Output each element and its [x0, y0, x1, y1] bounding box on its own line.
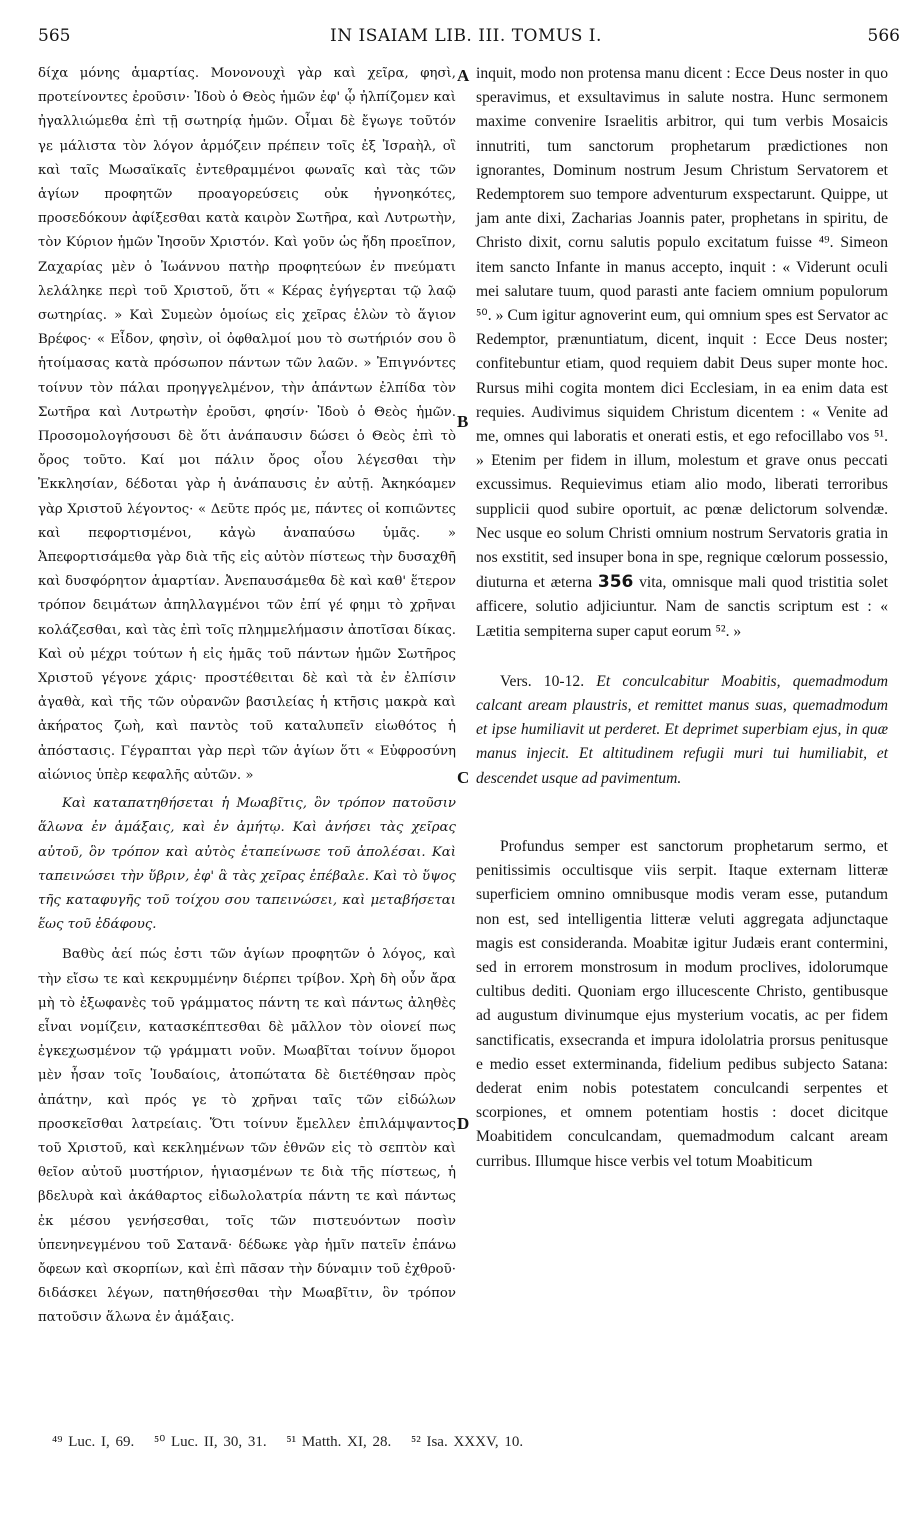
running-header — [0, 14, 924, 44]
verse-text: Et conculcabitur Moabitis, quemadmodum calcant aream plaustris, et remittet manus suas, quemadmodum et ipse humiliavit ut perderet. Et deprimet superbiam ejus, in quæ manus injecit. Et altitudinem refugii muri tui humiliabit, et descendet usque ad pavimentum. — [476, 672, 888, 787]
footnotes — [52, 1432, 892, 1451]
margin-marker-b: B — [457, 412, 469, 431]
margin-marker-d: D — [457, 1114, 470, 1133]
footnote-50: ⁵⁰ Luc. II, 30, 31. — [154, 1434, 267, 1450]
greek-column — [38, 62, 456, 1331]
latin-column — [476, 62, 888, 1174]
greek-paragraph-1: δίχα μόνης ἁμαρτίας. Μονονουχὶ γὰρ καὶ χεῖρα, φησὶ, προτείνοντες ἐροῦσιν· Ἰδοὺ ὁ Θεὸς ἡμῶν ἐφ' ᾧ ἠλπίζομεν καὶ ἠγαλλιώμεθα ἐπὶ τῇ σωτηρίᾳ ἡμῶν. Οἶμαι δὲ ἔγωγε τοῦτόν γε μάλιστα τὸν λόγον ἁρμόζειν πρέπειν τοῖς ἐξ Ἰσραὴλ, οἳ καὶ ταῖς Μωσαϊκαῖς ἐντεθραμμένοι φωναῖς καὶ τὰς τῶν ἁγίων προφητῶν προαγορεύσεις οὐκ ἠγνοηκότες, προσεδόκουν ἀφίξεσθαι κατὰ καιρὸν Σωτῆρα, καὶ Λυτρωτὴν, τὸν Κύριον ἡμῶν Ἰησοῦν Χριστόν. Καὶ γοῦν ὡς ἤδη προεῖπον, Ζαχαρίας μὲν ὁ Ἰωάννου πατὴρ προφητεύων ἐν πνεύματι λελάληκε περὶ τοῦ Χριστοῦ, ὅτι « Κέρας ἐγήγερται τῷ λαῷ σωτηρίας. » Καὶ Συμεὼν ὁμοίως εἰς χεῖρας ἑλὼν τὸ ἅγιον Βρέφος· « Εἶδον, φησὶν, οἱ ὀφθαλμοί μου τὸ σωτήριόν σου ὃ ἡτοίμασας κατὰ πρόσωπον πάντων τῶν λαῶν. » Ἐπιγνόντες τοίνυν τὸν πάλαι προηγγελμένον, τὴν ἁπάντων ἐλπίδα τὸν Σωτῆρα καὶ Λυτρωτὴν ἐροῦσι, φησίν· Ἰδοὺ ὁ Θεὸς ἡμῶν. Προσομολογήσουσι δὲ ὅτι ἀνάπαυσιν δώσει ὁ Θεὸς ἐπὶ τὸ ὄρος τοῦτο. Καί μοι πάλιν ὄρος οἶου λέγεσθαι τὴν Ἐκκλησίαν, δέδοται γὰρ ἡ ἀνάπαυσις ἐν αὐτῇ. Ἀκηκόαμεν γὰρ Χριστοῦ λέγοντος· « Δεῦτε πρός με, πάντες οἱ κοπιῶντες καὶ πεφορτισμένοι, κἀγὼ ἀναπαύσω ὑμᾶς. » Ἀπεφορτισάμεθα γὰρ διὰ τῆς εἰς αὐτὸν πίστεως τὴν δυσαχθῆ καὶ δυσφόρητον ἁμαρτίαν. Ἀνεπαυσάμεθα δὲ καὶ καθ' ἕτερον τρόπον δειμάτων ἀπηλλαγμένοι τῶν ἐπί γέ φημι τὸ χρῆναι κολάζεσθαι, καὶ τὰς ἐπὶ τοῖς πλημμελήμασιν ἀποτῖσαι δίκας. Καὶ οὐ μέχρι τούτων ἡ εἰς ἡμᾶς τοῦ πάντων ἡμῶν Σωτῆρος Χριστοῦ γέγονε χάρις· προστέθειται δὲ καὶ τὰ ἐν ἐλπίσιν ἀγαθὰ, καὶ τῆς τῶν οὐρανῶν βασιλείας ἡ κτῆσις μακρὰ καὶ ἀκήρατος ζωὴ, καὶ παντὸς τοῦ καταλυπεῖν εἰωθότος ἡ ἀπόστασις. Γέγραπται γὰρ περὶ τῶν ἁγίων ὅτι « Εὐφροσύνη αἰώνιος ὑπὲρ κεφαλῆς αὐτῶν. » — [38, 66, 456, 783]
footnote-49: ⁴⁹ Luc. I, 69. — [52, 1434, 135, 1450]
latin-paragraph-2: Profundus semper est sanctorum prophetarum sermo, et penitissimis occultisque viis serpit. Itaque externam litteræ superficiem omnino omnibusque modis veram esse, putandum non est, sed intelligentia litteræ veluti aggregata adjunctaque magis est consideranda. Moabitæ igitur Judæis erant contermini, sed in errorem monstrosum in modum proclives, idolorumque cultibus dediti. Quoniam ergo illucescente Christo, gentibusque ad augustum divinumque ejus mysterium vocatis, ac per fidem sanctificatis, exsecranda et impura idololatria prorsus penitusque e medio esset exterminanda, fidelium pedibus subjecto Satana: dederat enim nobis potestatem conculcandi serpentes et scorpiones, et omnem potentiam hostis : docet dicitque Moabitidem conculcandam, quemadmodum calcant aream curribus. Illumque hisce verbis vel totum Moabiticum — [476, 837, 888, 1170]
greek-paragraph-2: Βαθὺς ἀεί πώς ἐστι τῶν ἁγίων προφητῶν ὁ λόγος, καὶ τὴν εἴσω τε καὶ κεκρυμμένην διέρπει τρίβον. Χρὴ δὴ οὖν ἄρα μὴ τὸ ἐξωφανὲς τοῦ γράμματος πάντη τε καὶ πάντως ἀληθὲς εἶναι νομίζειν, κατασκέπτεσθαι δὲ μᾶλλον τὸν οἱονεί πως ἐγκεχωσμένον τῷ γράμματι νοῦν. Μωαβῖται τοίνυν ὅμοροι μὲν ἦσαν τοῖς Ἰουδαίοις, ἀτοπώτατα δὲ διετέθησαν πρὸς ἀπάτην, καὶ πρός γε τὸ χρῆναι ταῖς τῶν εἰδώλων προσκεῖσθαι λατρείαις. Ὅτι τοίνυν ἔμελλεν ἐπιλάμψαντος τοῦ Χριστοῦ, καὶ κεκλημένων τῶν ἐθνῶν εἰς τὸ σεπτὸν καὶ θεῖον αὐτοῦ μυστήριον, ἡγιασμένων τε διὰ τῆς πίστεως, ἡ βδελυρὰ καὶ ἀκάθαρτος εἰδωλολατρία πάντη τε καὶ πάντως ἐκ μέσου γενήσεσθαι, τοῖς τῶν πιστευόντων ποσὶν ὑπενηνεγμένου τοῦ Σατανᾶ· δέδωκε γὰρ ἡμῖν πατεῖν ἐπάνω ὄφεων καὶ σκορπίων, καὶ ἐπὶ πᾶσαν τὴν δύναμιν τοῦ ἐχθροῦ· διδάσκει λέγων, πατηθήσεσθαι τὴν Μωαβῖτιν, ὃν τρόπον πατοῦσιν ἅλωνα ἐν ἁμάξαις. — [38, 947, 456, 1326]
verse-label: Vers. 10-12. — [500, 672, 585, 690]
margin-marker-a: A — [457, 66, 470, 85]
running-title: IN ISAIAM LIB. III. TOMUS I. — [330, 26, 602, 46]
footnote-51: ⁵¹ Matth. XI, 28. — [286, 1434, 392, 1450]
latin-verse-block — [476, 670, 888, 791]
inline-page-marker: 356 — [597, 572, 634, 593]
latin-paragraph-1 — [476, 62, 888, 644]
latin-paragraph-1-continuation: vita, omnisque mali quod tristitia solet afficere, solutio adjiciuntur. Nam de sanctis scriptum est : « Lætitia sempiterna super caput eorum ⁵². » — [476, 574, 888, 640]
footnote-52: ⁵² Isa. XXXV, 10. — [410, 1434, 524, 1450]
right-page-number: 566 — [867, 26, 900, 46]
greek-verse-quotation: Καὶ καταπατηθήσεται ἡ Μωαβῖτις, ὃν τρόπον πατοῦσιν ἅλωνα ἐν ἁμάξαις, καὶ ἐν ἀμήτῳ. Καὶ ἀνήσει τὰς χεῖρας αὐτοῦ, ὃν τρόπον καὶ αὐτὸς ἐταπείνωσε τοῦ ἀπολέσαι. Καὶ ταπεινώσει τὴν ὕβριν, ἐφ' ἃ τὰς χεῖρας ἐπέβαλε. Καὶ τὸ ὕψος τῆς καταφυγῆς τοῦ τοίχου σου ταπεινώσει, καὶ μεταβήσεται ἕως τοῦ ἐδάφους. — [38, 796, 456, 933]
latin-paragraph-1-text: inquit, modo non protensa manu dicent : Ecce Deus noster in quo speravimus, et exsultavimus in salute nostra. Hunc sermonem maxime convenire Israelitis arbitror, qui tum verbis Mosaicis innutriti, tum sanctorum prophetarum prædictiones non ignorantes, Dominum nostrum Jesum Christum Servatorem et Redemptorem suo tempore adventurum exspectarunt. Quippe, ut jam ante dixi, Zacharias Joannis pater, prophetans in spiritu, de Christo dixit, cornu salutis populo excitatum fuisse ⁴⁹. Simeon item sancto Infante in manus accepto, inquit : « Viderunt oculi mei salutare tuum, quod parasti ante faciem omnium populorum ⁵⁰. » Cum igitur agnoverint eum, qui omnium spes est Servator ac Redemptor, prænuntiatum, dicent, inquit : Ecce Deus noster; confitebuntur etiam, quod requiem dabit Deus super monte hoc. Rursus mihi cogita montem dici Ecclesiam, in ea enim data est requies. Audivimus siquidem Christum dicentem : « Venite ad me, omnes qui laboratis et onerati estis, et ego refocillabo vos ⁵¹. » Etenim per fidem in illum, molestum et grave onus peccati excussimus. Requievimus etiam alio modo, liberati terroribus supplicii quod subire oportuit, ac pœnæ delictorum solvendæ. Nec usque eo solum Christi omnium nostrum Servatoris gratia in nos exstitit, sed insuper bona in spe, regnique cœlorum possessio, diuturna et æterna — [476, 65, 888, 592]
left-page-number: 565 — [38, 26, 71, 46]
margin-marker-c: C — [457, 768, 470, 787]
